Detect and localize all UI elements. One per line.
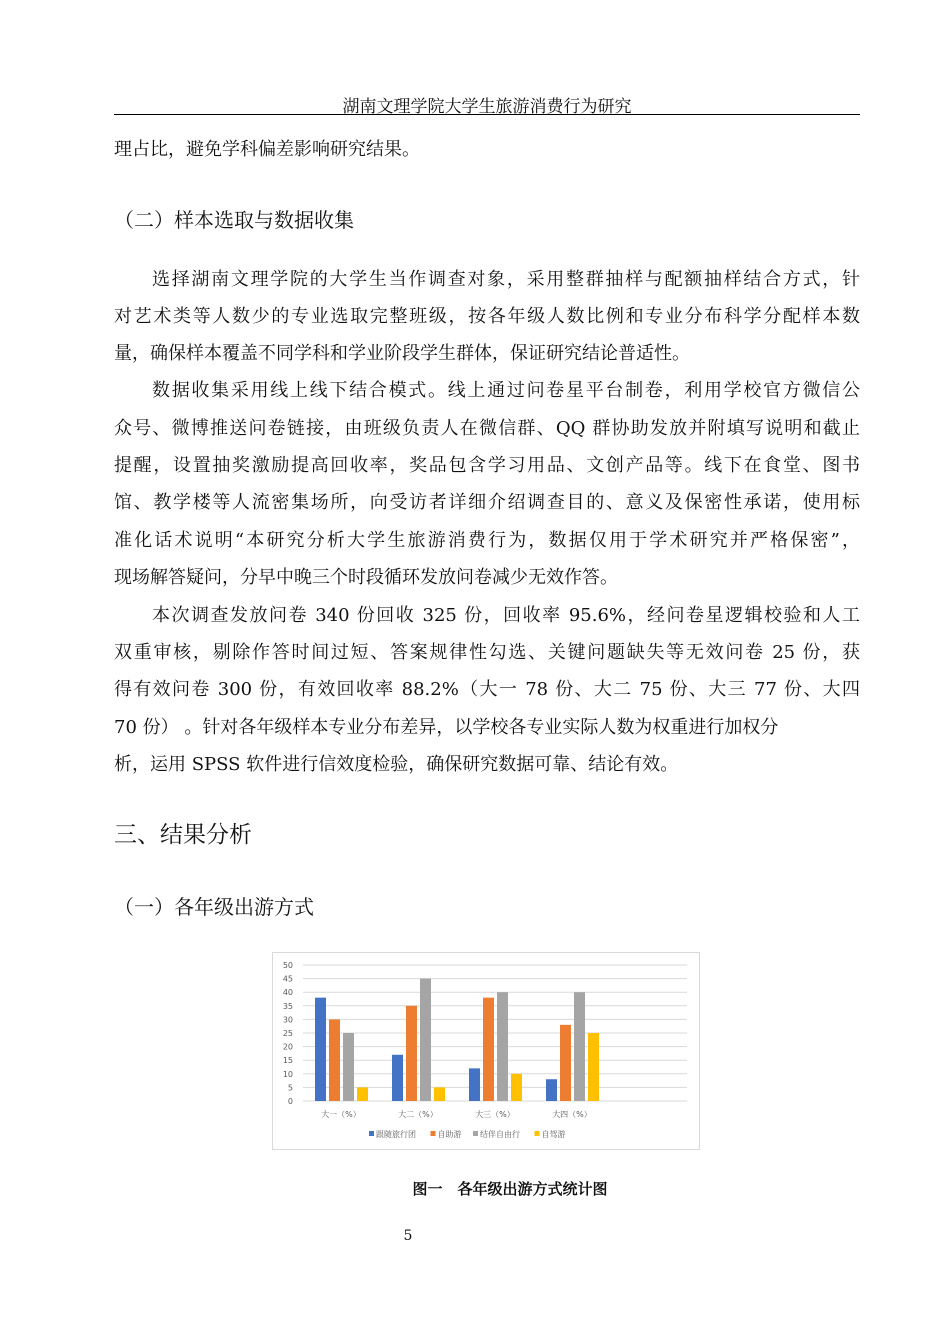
- section-heading: 三、结果分析: [114, 822, 252, 848]
- y-tick-label: 50: [282, 961, 293, 970]
- x-tick-label: 大三（%）: [475, 1110, 515, 1119]
- paragraph-line: 数据收集采用线上线下结合模式。线上通过问卷星平台制卷，利用学校官方微信公: [152, 380, 860, 401]
- paragraph-line: 析，运用 SPSS 软件进行信效度检验，确保研究数据可靠、结论有效。: [114, 754, 679, 775]
- bar-跟随旅行团: [392, 1055, 403, 1101]
- paragraph-line: 提醒，设置抽奖激励提高回收率，奖品包含学习用品、文创产品等。线下在食堂、图书: [114, 455, 860, 476]
- paragraph-line: 得有效问卷 300 份，有效回收率 88.2%（大一 78 份、大二 75 份、大三 77 份、大四: [114, 679, 860, 700]
- legend-label: 结伴自由行: [480, 1130, 520, 1139]
- legend-swatch: [535, 1131, 540, 1136]
- bar-跟随旅行团: [315, 998, 326, 1101]
- bar-结伴自由行: [497, 992, 508, 1101]
- page-number: 5: [403, 1228, 413, 1244]
- paragraph-line: 本次调查发放问卷 340 份回收 325 份，回收率 95.6%，经问卷星逻辑校验和人工: [152, 605, 860, 626]
- bar-自助游: [560, 1025, 571, 1101]
- y-tick-label: 45: [282, 974, 293, 984]
- x-tick-label: 大四（%）: [552, 1110, 592, 1119]
- travel-mode-bar-chart: [272, 952, 700, 1150]
- bar-结伴自由行: [343, 1033, 354, 1101]
- y-tick-label: 5: [287, 1083, 293, 1093]
- y-tick-label: 35: [282, 1001, 293, 1011]
- paragraph-line: 准化话术说明“本研究分析大学生旅游消费行为，数据仅用于学术研究并严格保密”，: [114, 530, 860, 551]
- bar-自驾游: [511, 1074, 522, 1101]
- bar-自驾游: [434, 1087, 445, 1101]
- x-tick-label: 大一（%）: [321, 1110, 361, 1119]
- y-tick-label: 20: [282, 1042, 293, 1052]
- section-heading: （二）样本选取与数据收集: [114, 208, 354, 232]
- bar-跟随旅行团: [546, 1079, 557, 1101]
- paragraph-line: 对艺术类等人数少的专业选取完整班级，按各年级人数比例和专业分布科学分配样本数: [114, 306, 860, 327]
- y-tick-label: 15: [282, 1056, 293, 1066]
- bar-自助游: [483, 998, 494, 1101]
- bar-自驾游: [588, 1033, 599, 1101]
- bar-自助游: [406, 1006, 417, 1101]
- legend-label: 跟随旅行团: [376, 1130, 416, 1139]
- bar-跟随旅行团: [469, 1068, 480, 1101]
- paragraph-line: 双重审核，剔除作答时间过短、答案规律性勾选、关键问题缺失等无效问卷 25 份，获: [114, 642, 860, 663]
- x-tick-label: 大二（%）: [398, 1110, 438, 1119]
- paragraph-line: 众号、微博推送问卷链接，由班级负责人在微信群、QQ 群协助发放并附填写说明和截止: [114, 418, 860, 439]
- y-tick-label: 0: [287, 1097, 293, 1106]
- legend-swatch: [369, 1131, 374, 1136]
- legend-label: 自助游: [437, 1130, 462, 1139]
- paragraph-line: 量，确保样本覆盖不同学科和学业阶段学生群体，保证研究结论普适性。: [114, 343, 690, 364]
- legend-swatch: [473, 1131, 478, 1136]
- running-header: 湖南文理学院大学生旅游消费行为研究: [342, 97, 632, 117]
- bar-结伴自由行: [574, 992, 585, 1101]
- paragraph-line: 理占比，避免学科偏差影响研究结果。: [114, 139, 420, 160]
- paragraph-line: 70 份） 。针对各年级样本专业分布差异，以学校各专业实际人数为权重进行加权分: [114, 717, 779, 738]
- figure-caption: 图一 各年级出游方式统计图: [412, 1180, 608, 1198]
- y-tick-label: 30: [282, 1015, 293, 1025]
- paragraph-line: 选择湖南文理学院的大学生当作调查对象，采用整群抽样与配额抽样结合方式，针: [152, 269, 860, 290]
- bar-结伴自由行: [420, 979, 431, 1101]
- paragraph-line: 馆、教学楼等人流密集场所，向受访者详细介绍调查目的、意义及保密性承诺，使用标: [114, 492, 860, 513]
- y-tick-label: 40: [282, 988, 293, 998]
- bar-自助游: [329, 1019, 340, 1101]
- y-tick-label: 25: [282, 1029, 293, 1038]
- paragraph-line: 现场解答疑问，分早中晚三个时段循环发放问卷减少无效作答。: [114, 567, 618, 588]
- bar-自驾游: [357, 1087, 368, 1101]
- subsection-heading: （一）各年级出游方式: [114, 895, 314, 919]
- legend-swatch: [431, 1131, 436, 1136]
- header-rule: [114, 114, 860, 115]
- legend-label: 自驾游: [541, 1130, 566, 1139]
- y-tick-label: 10: [282, 1069, 293, 1079]
